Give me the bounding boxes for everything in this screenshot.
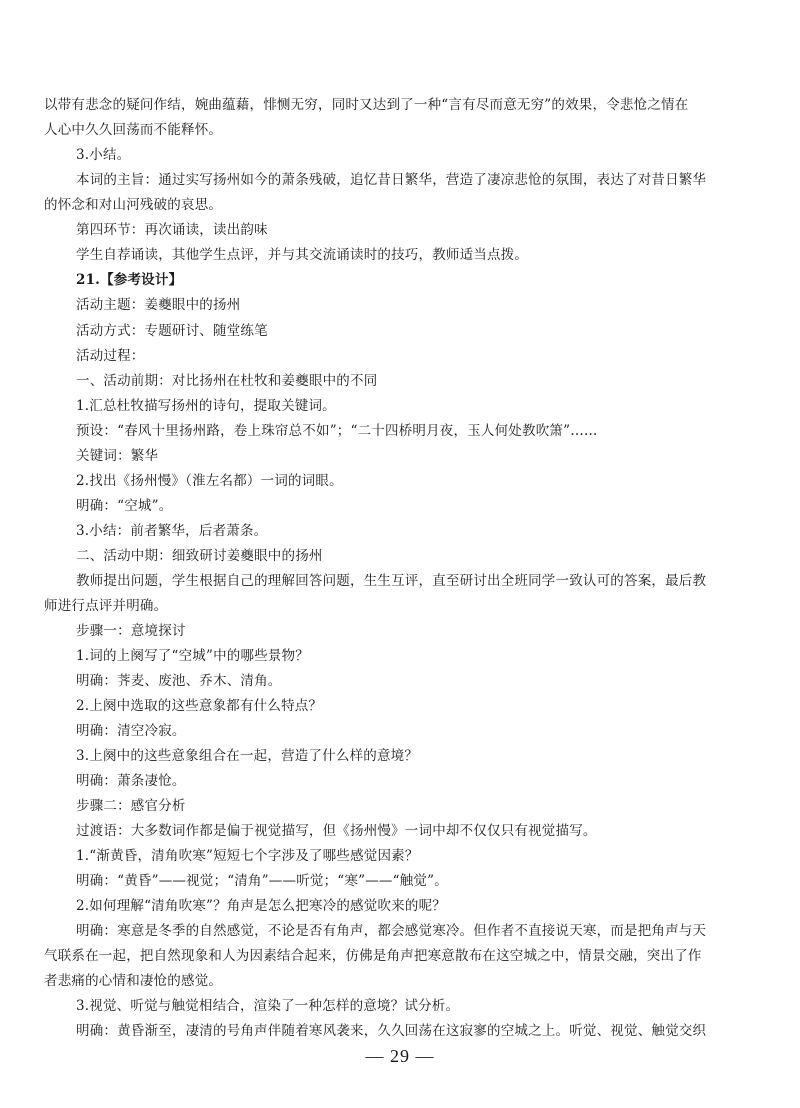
text-line: 学生自荐诵读，其他学生点评，并与其交流诵读时的技巧，教师适当点拨。 xyxy=(76,247,529,263)
text-line: 者悲痛的心情和凄怆的感觉。 xyxy=(44,973,223,989)
text-line: 过渡语：大多数词作都是偏于视觉描写，但《扬州慢》一词中却不仅仅只有视觉描写。 xyxy=(76,823,597,839)
text-line: 一、活动前期：对比扬州在杜牧和姜夔眼中的不同 xyxy=(76,373,378,389)
text-line: 明确：“空城”。 xyxy=(76,498,173,514)
text-line: 的怀念和对山河残破的哀思。 xyxy=(44,197,223,213)
text-line: 活动过程： xyxy=(76,348,145,364)
text-line: 以带有悲念的疑问作结，婉曲蕴藉，悱恻无穷，同时又达到了一种“言有尽而意无穷”的效果，令悲怆之情在 xyxy=(44,97,689,113)
text-line: 活动主题：姜夔眼中的扬州 xyxy=(76,297,241,313)
text-line: 师进行点评并明确。 xyxy=(44,598,168,614)
text-line: 2.如何理解“清角吹寒”？角声是怎么把寒冷的感觉吹来的呢？ xyxy=(76,898,446,914)
text-line: 教师提出问题，学生根据自己的理解回答问题，生生互评，直至研讨出全班同学一致认可的答案，最后教 xyxy=(76,573,707,589)
text-line: 1.汇总杜牧描写扬州的诗句，提取关键词。 xyxy=(76,398,336,414)
text-line: 气联系在一起，把自然现象和人为因素结合起来，仿佛是角声把寒意散布在这空城之中，情景交融，突出了作 xyxy=(44,948,702,964)
text-line: 明确：萧条凄怆。 xyxy=(76,773,186,789)
text-line: 步骤二：感官分析 xyxy=(76,798,186,814)
text-line: 活动方式：专题研讨、随堂练笔 xyxy=(76,323,268,339)
text-line: 2.找出《扬州慢》（淮左名都）一词的词眼。 xyxy=(76,473,343,489)
text-line: 3.上阕中的这些意象组合在一起，营造了什么样的意境？ xyxy=(76,748,419,764)
text-line: 明确：黄昏渐至，凄清的号角声伴随着寒风袭来，久久回荡在这寂寥的空城之上。听觉、视觉、触觉交织 xyxy=(76,1023,707,1039)
text-line: 3.小结。 xyxy=(76,147,131,163)
text-line: 人心中久久回荡而不能释怀。 xyxy=(44,122,223,138)
text-line: 步骤一：意境探讨 xyxy=(76,623,186,639)
text-line: 明确：寒意是冬季的自然感觉，不论是否有角声，都会感觉寒冷。但作者不直接说天寒，而是把角声与天 xyxy=(76,923,707,939)
page-number: — 29 — xyxy=(365,1046,435,1066)
text-line: 明确：“黄昏”——视觉；“清角”——听觉；“寒”——“触觉”。 xyxy=(76,873,448,889)
text-line: 本词的主旨：通过实写扬州如今的萧条残破，追忆昔日繁华，营造了凄凉悲怆的氛围，表达了对昔日繁华 xyxy=(76,172,707,188)
text-line: 2.上阕中选取的这些意象都有什么特点？ xyxy=(76,698,323,714)
text-line: 预设：“春风十里扬州路，卷上珠帘总不如”；“二十四桥明月夜，玉人何处教吹箫”…… xyxy=(76,423,598,439)
text-line: 3.视觉、听觉与触觉相结合，渲染了一种怎样的意境？试分析。 xyxy=(76,998,460,1014)
text-line: 第四环节：再次诵读，读出韵味 xyxy=(76,222,268,238)
text-line: 二、活动中期：细致研讨姜夔眼中的扬州 xyxy=(76,548,323,564)
text-line: 明确：清空冷寂。 xyxy=(76,723,186,739)
text-line: 21.【参考设计】 xyxy=(76,272,183,288)
text-line: 关键词：繁华 xyxy=(76,448,159,464)
text-line: 1.词的上阕写了“空城”中的哪些景物？ xyxy=(76,648,309,664)
text-line: 明确：荠麦、废池、乔木、清角。 xyxy=(76,673,282,689)
text-line: 1.“渐黄昏，清角吹寒”短短七个字涉及了哪些感觉因素？ xyxy=(76,848,419,864)
text-line: 3.小结：前者繁华，后者萧条。 xyxy=(76,523,268,539)
